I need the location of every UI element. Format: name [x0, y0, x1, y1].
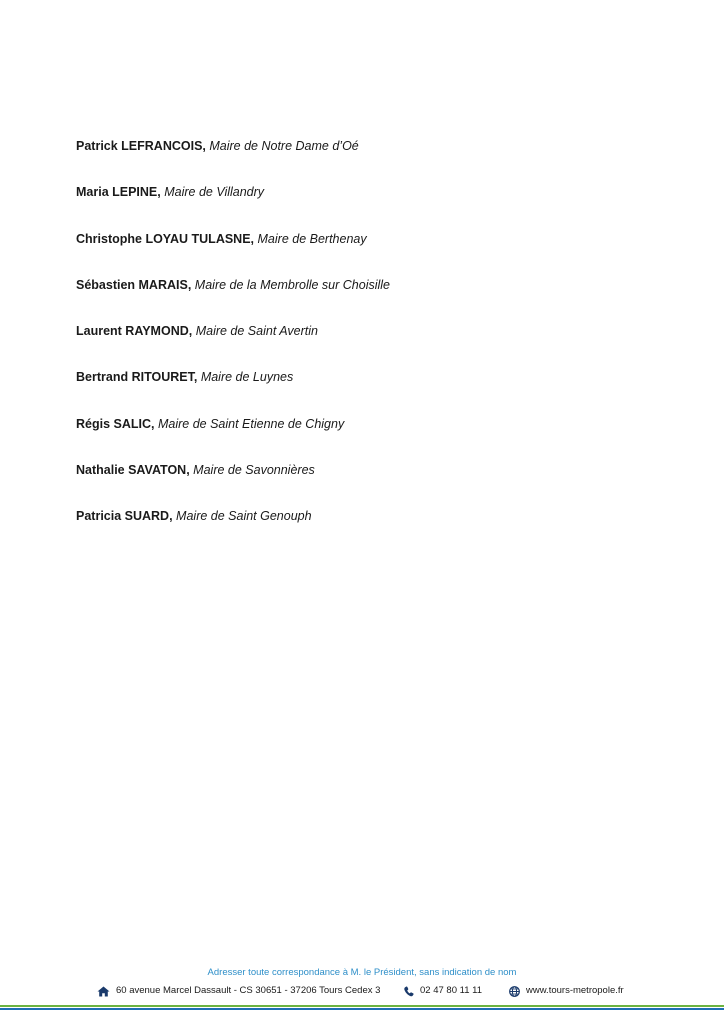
- correspondence-note: Adresser toute correspondance à M. le Président, sans indication de nom: [207, 967, 517, 978]
- website-block: [509, 983, 624, 999]
- signatory-role: Maire de Notre Dame d’Oé: [209, 139, 359, 153]
- phone-block: [404, 983, 482, 999]
- signatory-role: Maire de Savonnières: [193, 462, 315, 477]
- globe-icon: [509, 986, 520, 997]
- blue-rule: [0, 1008, 724, 1010]
- signatory-name: Patricia SUARD,: [76, 509, 173, 523]
- signatory-name: Maria LEPINE,: [76, 185, 161, 200]
- page-footer: [0, 966, 724, 996]
- signatory-role: Maire de Saint Genouph: [176, 509, 312, 523]
- signatory-name: Sébastien MARAIS,: [76, 277, 192, 292]
- signatory-entry: [76, 183, 696, 229]
- signatory-role: Maire de la Membrolle sur Choisille: [194, 277, 391, 292]
- signatory-entry: [76, 415, 696, 461]
- signatory-entry: [76, 137, 696, 183]
- footer-rules: [0, 1005, 724, 1015]
- signatory-entry: [76, 276, 696, 322]
- signatory-role: Maire de Saint Etienne de Chigny: [157, 416, 345, 431]
- signatory-role: Maire de Villandry: [164, 185, 265, 200]
- phone-number: 02 47 80 11 11: [420, 985, 482, 996]
- signatory-role: Maire de Luynes: [200, 370, 294, 385]
- signatory-entry: [76, 322, 696, 368]
- contact-row: [0, 983, 724, 999]
- signatory-name: Bertrand RITOURET,: [76, 370, 198, 385]
- signatory-name: Christophe LOYAU TULASNE,: [76, 231, 255, 246]
- phone-icon: [404, 986, 414, 997]
- signatory-list: [76, 137, 696, 553]
- green-rule: [0, 1005, 724, 1007]
- address-block: [97, 983, 380, 999]
- signatory-name: Patrick LEFRANCOIS,: [76, 139, 206, 153]
- signatory-entry: [76, 368, 696, 414]
- signatory-name: Régis SALIC,: [76, 416, 155, 431]
- address-text: 60 avenue Marcel Dassault - CS 30651 - 37206 Tours Cedex 3: [116, 985, 381, 996]
- home-icon: [97, 986, 110, 997]
- website-link[interactable]: www.tours-metropole.fr: [526, 985, 624, 996]
- signatory-role: Maire de Saint Avertin: [195, 324, 318, 338]
- signatory-entry: [76, 507, 696, 553]
- signatory-name: Nathalie SAVATON,: [76, 462, 190, 477]
- signatory-entry: [76, 461, 696, 507]
- signatory-entry: [76, 230, 696, 276]
- signatory-role: Maire de Berthenay: [257, 231, 367, 246]
- signatory-name: Laurent RAYMOND,: [76, 324, 193, 338]
